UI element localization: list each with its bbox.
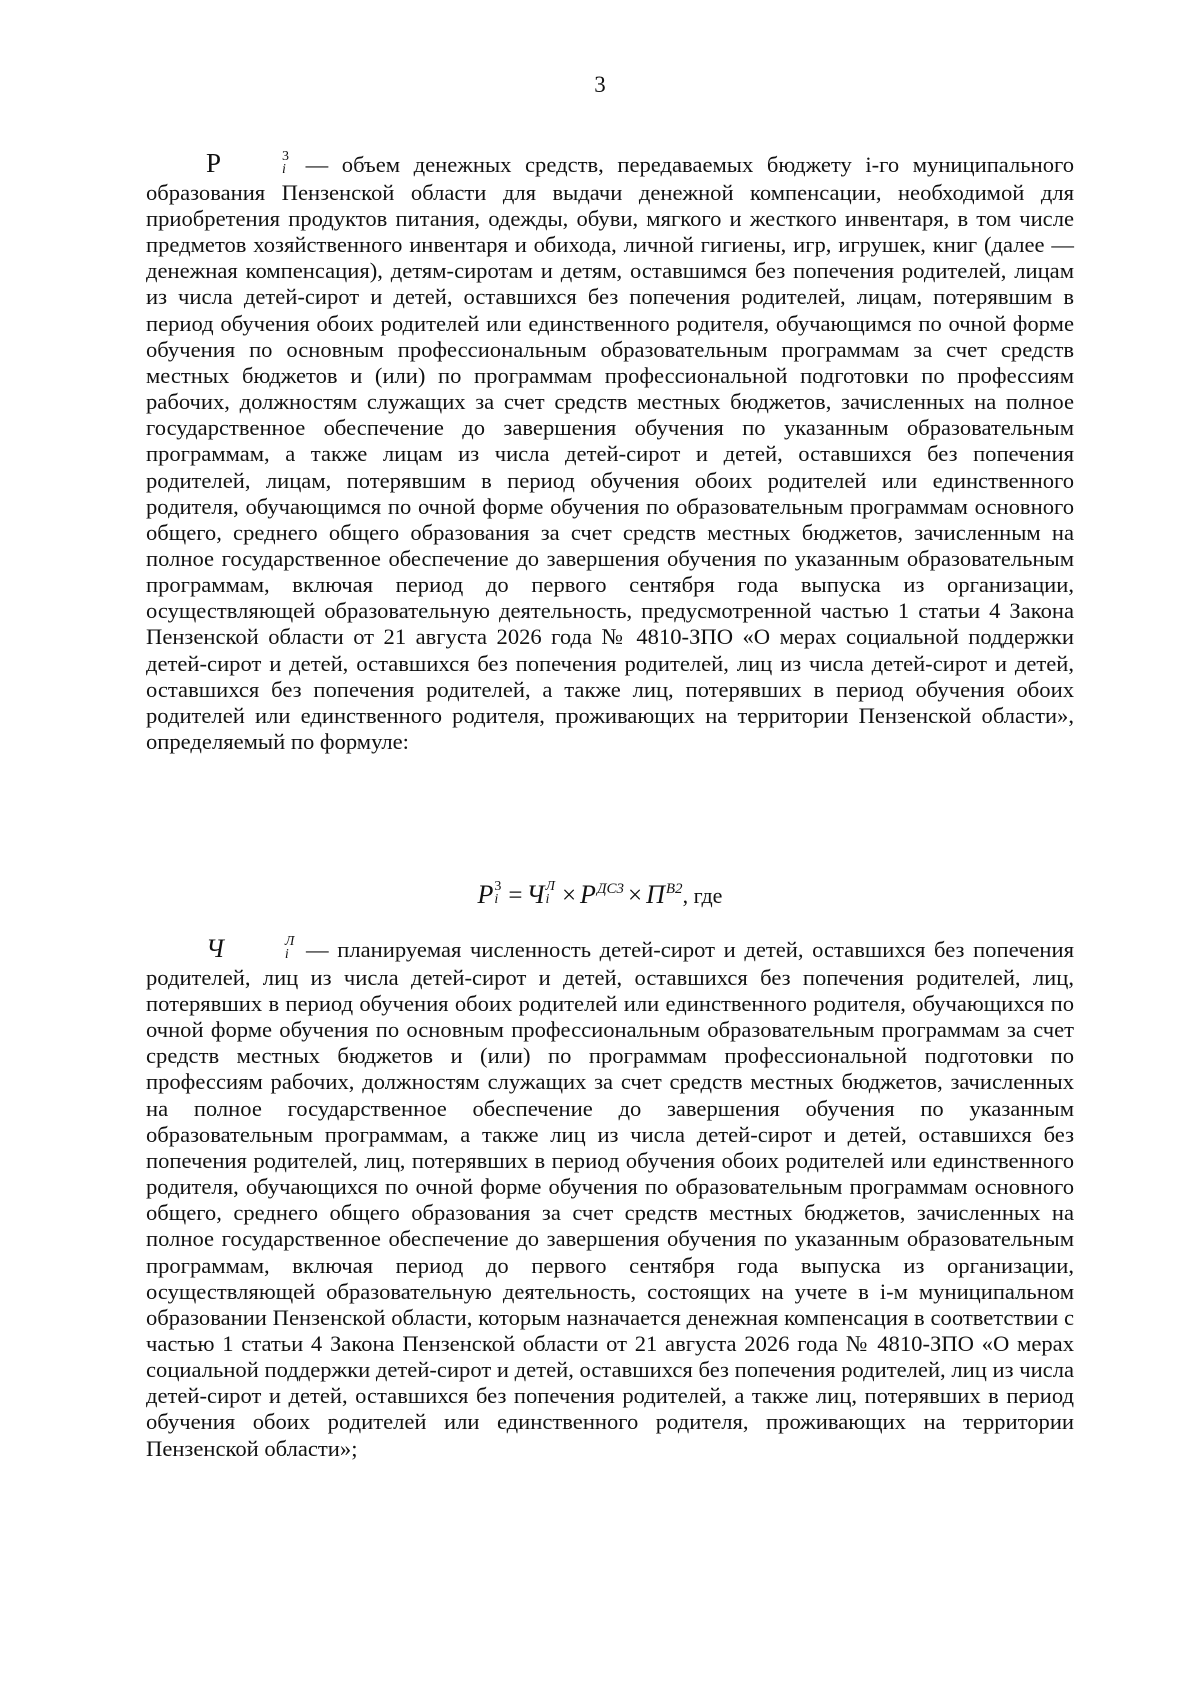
formula-term-ch-indices xyxy=(545,880,554,906)
formula-term-ch: Ч xyxy=(526,880,545,909)
paragraph-text: — планируемая численность детей-сирот и детей, оставшихся без попечения родителей, лиц из числа детей-сирот и детей, оставшихся без попечения родителей, лиц, потерявших в период обучения обоих родителей или единственного родителя, обучающихся по очной форме обучения по основным профессиональным образовательным программам за счет средств местных бюджетов и (или) по программам профессиональной подготовки по профессиям рабочих, должностям служащих за счет средств местных бюджетов, зачисленных на полное государственное обеспечение до завершения обучения по указанным образовательным программам, а также лиц из числа детей-сирот и детей, оставшихся без попечения родителей, лиц, потерявших в период обучения обоих родителей или единственного родителя, обучающихся по очной форме обучения по образовательным программам основного общего, среднего общего образования за счет средств местных бюджетов, зачисленных на полное государственное обеспечение до завершения обучения по указанным образовательным программам, включая период до первого сентября года выпуска из организации, осуществляющей образовательную деятельность, состоящих на учете в i-м муниципальном образовании Пензенской области, которым назначается денежная компенсация в соответствии с частью 1 статьи 4 Закона Пензенской области от 21 августа 2026 года № 4810-ЗПО «О мерах социальной поддержки детей-сирот и детей, оставшихся без попечения родителей, лиц из числа детей-сирот и детей, оставшихся без попечения родителей, а также лиц, потерявших в период обучения обоих родителей или единственного родителя, проживающих на территории Пензенской области»; xyxy=(146,937,1074,1461)
formula-term-pi: П xyxy=(646,880,665,909)
formula-term-ch-subscript: i xyxy=(545,892,550,908)
formula-term-p-superscript: ДС3 xyxy=(596,881,624,897)
formula xyxy=(0,880,1200,910)
paragraph-definition-ch xyxy=(146,933,1074,1462)
formula-equals: = xyxy=(508,882,523,909)
symbol-p-indices xyxy=(222,150,289,176)
formula-times-1: × xyxy=(561,882,577,909)
formula-lhs-superscript: 3 xyxy=(494,879,502,895)
paragraph-text: — объем денежных средств, передаваемых бюджету i-го муниципального образования Пензенской области для выдачи денежной компенсации, необходимой для приобретения продуктов питания, одежды, обуви, мягкого и жесткого инвентаря, в том числе предметов хозяйственного инвентаря и обихода, личной гигиены, игр, игрушек, книг (далее — денежная компенсация), детям-сиротам и детям, оставшимся без попечения родителей, лицам из числа детей-сирот и детей, оставшихся без попечения родителей, лицам, потерявшим в период обучения обоих родителей или единственного родителя, обучающимся по очной форме обучения по основным профессиональным образовательным программам за счет средств местных бюджетов и (или) по программам профессиональной подготовки по профессиям рабочих, должностям служащих за счет средств местных бюджетов, зачисленных на полное государственное обеспечение до завершения обучения по указанным образовательным программам, а также лицам из числа детей-сирот и детей, оставшихся без попечения родителей, лицам, потерявшим в период обучения обоих родителей или единственного родителя, обучающимся по очной форме обучения по образовательным программам основного общего, среднего общего образования за счет средств местных бюджетов, зачисленным на полное государственное обеспечение до завершения обучения по указанным образовательным программам, включая период до первого сентября года выпуска из организации, осуществляющей образовательную деятельность, предусмотренной частью 1 статьи 4 Закона Пензенской области от 21 августа 2026 года № 4810-ЗПО «О мерах социальной поддержки детей-сирот и детей, оставшихся без попечения родителей, лиц из числа детей-сирот и детей, оставшихся без попечения родителей, а также лиц, потерявших в период обучения обоих родителей или единственного родителя, проживающих на территории Пензенской области», определяемый по формуле: xyxy=(146,152,1074,755)
formula-times-2: × xyxy=(628,882,643,909)
symbol-p-superscript: 3 xyxy=(282,148,290,164)
paragraph-definition-p3 xyxy=(146,150,1074,755)
formula-lhs: P xyxy=(477,880,494,909)
symbol-ch: Ч xyxy=(206,934,224,963)
formula-term-p: P xyxy=(580,880,596,909)
symbol-ch-superscript: Л xyxy=(284,933,295,949)
formula-lhs-indices xyxy=(494,880,501,906)
page-number: 3 xyxy=(594,72,606,97)
formula-tail: , где xyxy=(682,883,723,908)
formula-term-ch-superscript: Л xyxy=(545,879,555,895)
symbol-ch-indices xyxy=(225,935,294,961)
formula-term-pi-superscript: В2 xyxy=(665,881,683,897)
symbol-p: P xyxy=(206,148,222,178)
symbol-ch-subscript: i xyxy=(284,946,289,962)
formula-lhs-subscript: i xyxy=(494,892,499,908)
symbol-p-subscript: i xyxy=(282,161,286,177)
